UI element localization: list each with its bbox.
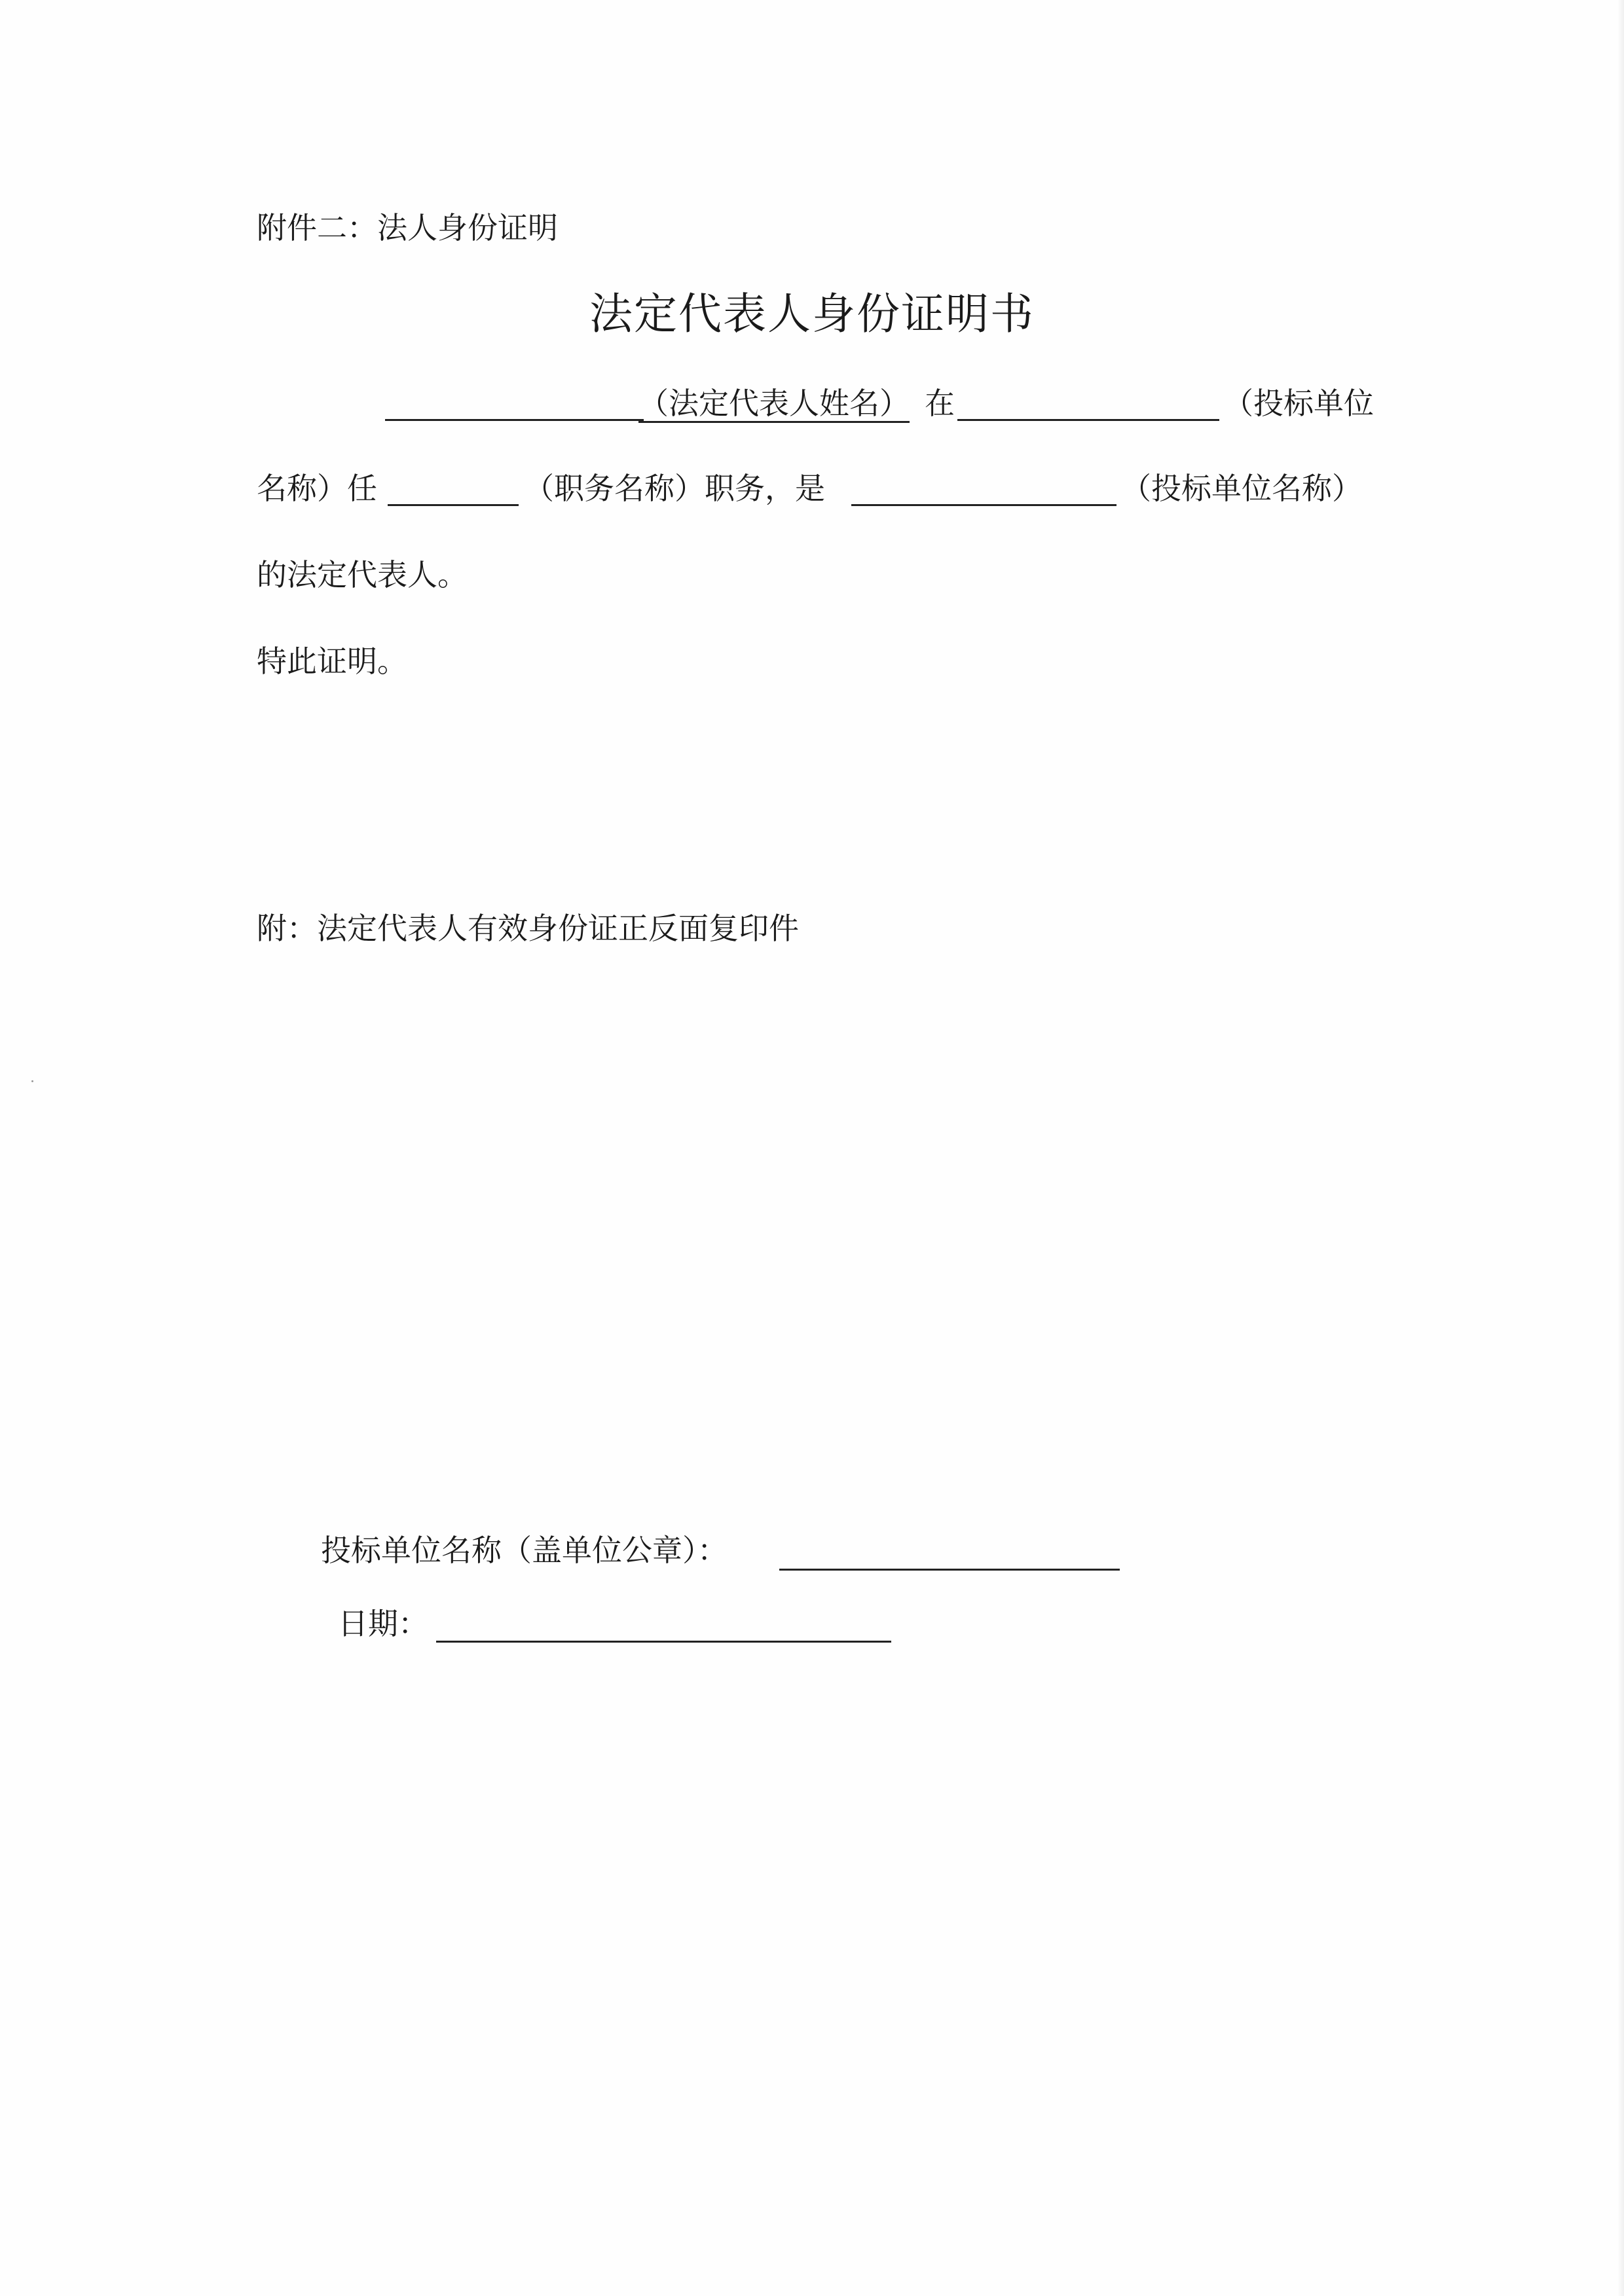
scan-edge-shadow xyxy=(1617,0,1624,2296)
company-seal-blank[interactable] xyxy=(779,1569,1120,1571)
representative-name-hint xyxy=(638,384,910,423)
representative-name-hint-text: （法定代表人姓名） xyxy=(638,386,910,423)
at-label: 在 xyxy=(925,386,955,421)
company-name-blank-2[interactable] xyxy=(851,504,1116,506)
date-label: 日期： xyxy=(338,1606,428,1641)
representative-name-blank[interactable] xyxy=(385,419,644,421)
company-name-hint-a: （投标单位 xyxy=(1223,386,1374,421)
legal-representative-line: 的法定代表人。 xyxy=(257,557,468,592)
certification-line: 特此证明。 xyxy=(257,644,407,679)
company-name-hint-c: （投标单位名称） xyxy=(1121,471,1362,506)
company-name-blank-1[interactable] xyxy=(957,419,1219,421)
attachment-label: 附件二：法人身份证明 xyxy=(257,210,558,246)
position-blank[interactable] xyxy=(388,504,519,506)
company-name-hint-b: 名称）任 xyxy=(257,471,377,506)
appendix-note: 附：法定代表人有效身份证正反面复印件 xyxy=(257,911,799,946)
scan-speck xyxy=(31,1080,33,1082)
date-blank[interactable] xyxy=(436,1641,891,1643)
position-hint: （职务名称）职务，是 xyxy=(524,471,825,506)
company-seal-label: 投标单位名称（盖单位公章）： xyxy=(321,1533,728,1568)
document-title: 法定代表人身份证明书 xyxy=(589,289,1035,339)
